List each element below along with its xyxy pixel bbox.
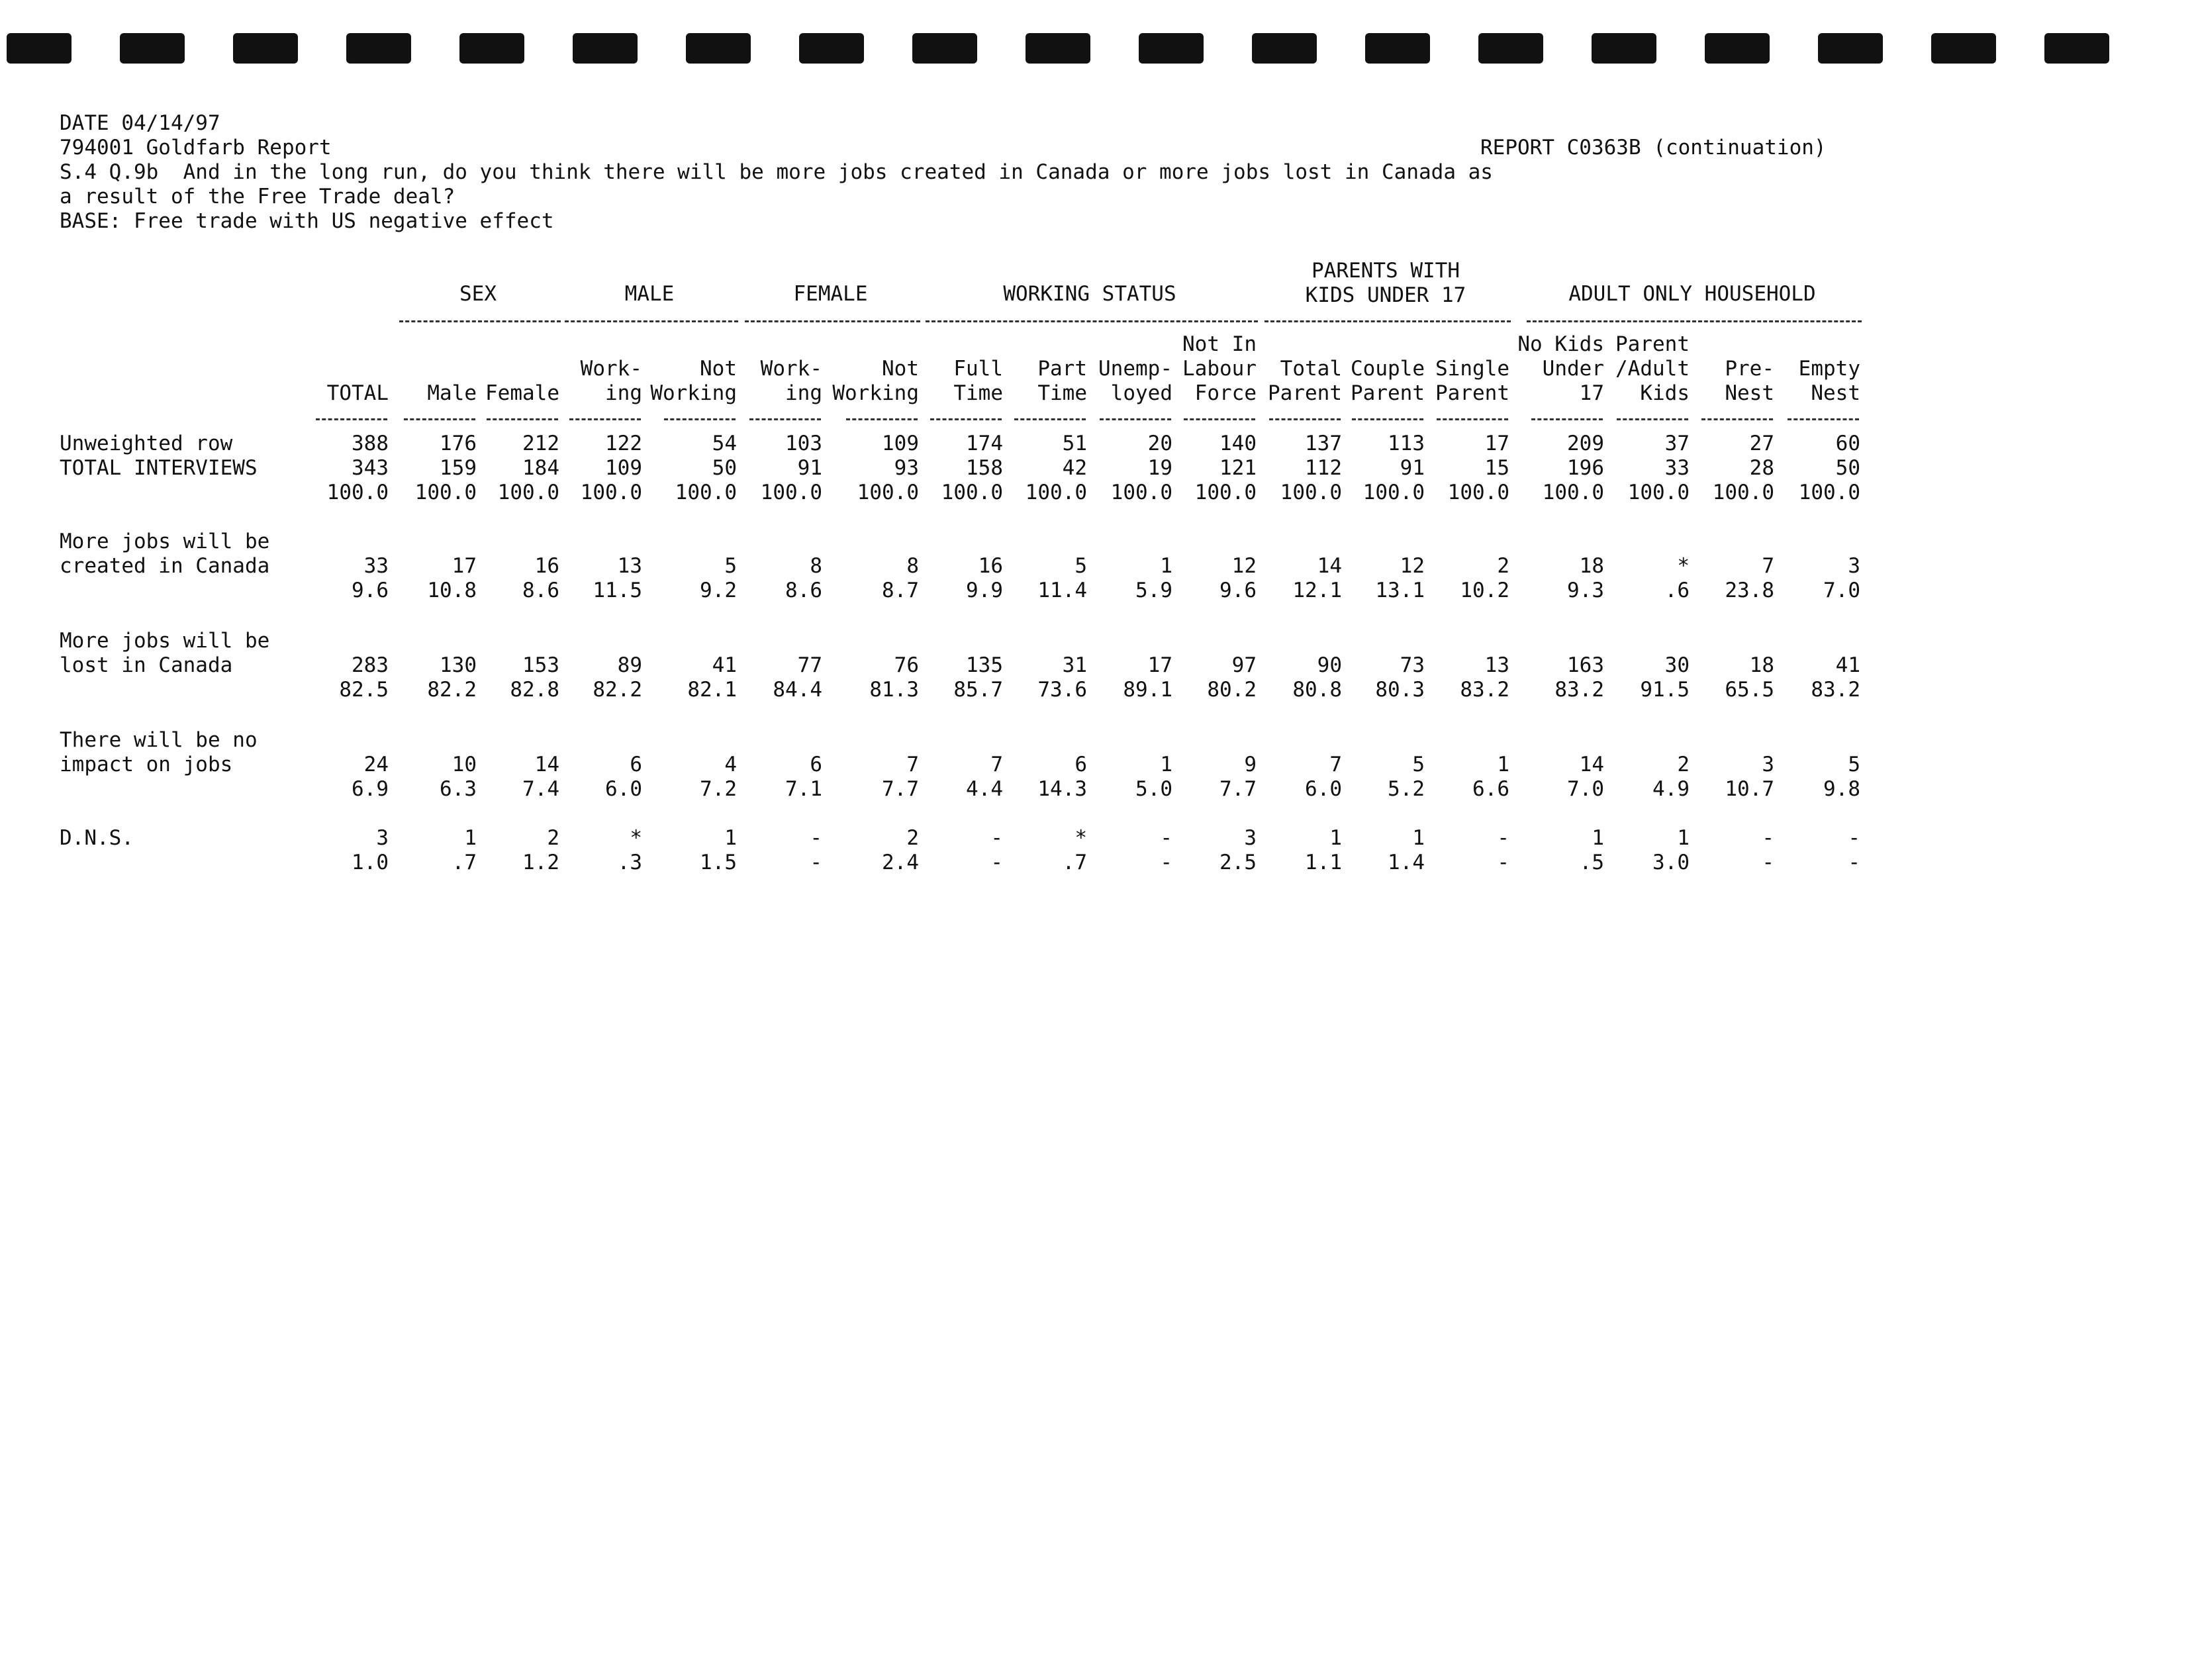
table-cell: 51 <box>1062 432 1087 455</box>
table-cell: 18 <box>1749 653 1774 677</box>
table-cell: - <box>1848 826 1860 850</box>
question-line-2: a result of the Free Trade deal? <box>60 185 455 209</box>
table-cell: 100.0 <box>1025 481 1087 504</box>
table-cell: 209 <box>1567 432 1604 455</box>
table-cell: 12 <box>1231 554 1257 578</box>
column-header: loyed <box>1110 381 1172 405</box>
column-underline <box>664 418 736 420</box>
table-cell: 7.4 <box>522 777 559 801</box>
table-cell: 8 <box>810 554 822 578</box>
table-cell: 112 <box>1305 456 1342 480</box>
column-header: Kids <box>1640 381 1690 405</box>
column-underline <box>487 418 558 420</box>
table-cell: 6.3 <box>440 777 477 801</box>
banner-group-label: SEX <box>459 282 497 306</box>
table-cell: 41 <box>712 653 737 677</box>
column-underline <box>1184 418 1255 420</box>
table-cell: 2 <box>906 826 919 850</box>
report-id: REPORT C0363B (continuation) <box>1480 136 1827 160</box>
table-cell: 1.5 <box>700 851 737 874</box>
column-header: Nest <box>1811 381 1860 405</box>
table-cell: 176 <box>440 432 477 455</box>
table-cell: 100.0 <box>1798 481 1860 504</box>
table-cell: 100.0 <box>1280 481 1342 504</box>
table-cell: 137 <box>1305 432 1342 455</box>
table-cell: 12 <box>1400 554 1425 578</box>
table-cell: 17 <box>452 554 477 578</box>
table-cell: 6.0 <box>605 777 642 801</box>
table-cell: 9.2 <box>700 579 737 602</box>
column-header: Nest <box>1725 381 1774 405</box>
table-cell: * <box>1074 826 1087 850</box>
table-cell: - <box>1160 851 1172 874</box>
column-header: ing <box>785 381 822 405</box>
column-header-line1: No Kids <box>1517 332 1604 356</box>
table-cell: * <box>1677 554 1690 578</box>
banner-group-label: FEMALE <box>793 282 868 306</box>
column-underline <box>846 418 918 420</box>
table-cell: 13 <box>617 554 642 578</box>
table-cell: 18 <box>1579 554 1604 578</box>
column-header-line2: Full <box>953 357 1003 381</box>
table-cell: 6 <box>630 753 642 776</box>
table-cell: 11.5 <box>593 579 642 602</box>
table-cell: 89 <box>617 653 642 677</box>
table-cell: 10.2 <box>1460 579 1509 602</box>
table-cell: 65.5 <box>1725 678 1774 702</box>
table-cell: 50 <box>1835 456 1860 480</box>
table-cell: 16 <box>978 554 1003 578</box>
table-cell: 5 <box>1074 554 1087 578</box>
table-cell: 1.4 <box>1388 851 1425 874</box>
table-cell: 158 <box>966 456 1003 480</box>
table-cell: 3 <box>1762 753 1774 776</box>
table-cell: - <box>1762 826 1774 850</box>
table-cell: 15 <box>1484 456 1509 480</box>
study-title: 794001 Goldfarb Report <box>60 136 332 160</box>
table-cell: 13 <box>1484 653 1509 677</box>
column-underline <box>1531 418 1603 420</box>
table-cell: 82.8 <box>510 678 559 702</box>
table-cell: 14 <box>1579 753 1604 776</box>
table-cell: 82.2 <box>593 678 642 702</box>
table-cell: .7 <box>452 851 477 874</box>
table-cell: 153 <box>522 653 559 677</box>
table-cell: * <box>630 826 642 850</box>
table-cell: 83.2 <box>1460 678 1509 702</box>
column-underline <box>930 418 1002 420</box>
table-cell: 1 <box>1592 826 1604 850</box>
table-cell: 135 <box>966 653 1003 677</box>
table-cell: 174 <box>966 432 1003 455</box>
table-cell: 83.2 <box>1811 678 1860 702</box>
table-cell: 2 <box>547 826 559 850</box>
column-header: Parent <box>1435 381 1509 405</box>
column-underline <box>1437 418 1508 420</box>
table-cell: 17 <box>1484 432 1509 455</box>
table-cell: 30 <box>1664 653 1690 677</box>
column-header: Force <box>1194 381 1257 405</box>
banner-group-label: ADULT ONLY HOUSEHOLD <box>1568 282 1816 306</box>
table-cell: 7 <box>1762 554 1774 578</box>
table-cell: 6 <box>1074 753 1087 776</box>
column-underline <box>569 418 641 420</box>
row-label: More jobs will be <box>60 530 270 553</box>
table-cell: 109 <box>882 432 919 455</box>
table-cell: 73 <box>1400 653 1425 677</box>
column-header: ing <box>605 381 642 405</box>
column-underline <box>749 418 821 420</box>
column-header-line2: Not <box>700 357 737 381</box>
column-underline <box>1100 418 1171 420</box>
table-cell: 1.2 <box>522 851 559 874</box>
table-cell: 3 <box>1244 826 1257 850</box>
table-cell: 9.8 <box>1823 777 1860 801</box>
table-cell: 24 <box>363 753 389 776</box>
table-cell: 109 <box>605 456 642 480</box>
table-cell: 14 <box>1317 554 1342 578</box>
column-header: TOTAL <box>326 381 389 405</box>
table-cell: 20 <box>1147 432 1172 455</box>
table-cell: 91 <box>1400 456 1425 480</box>
table-cell: 23.8 <box>1725 579 1774 602</box>
table-cell: 82.5 <box>339 678 389 702</box>
table-cell: 89.1 <box>1123 678 1172 702</box>
column-header-line2: Not <box>882 357 919 381</box>
table-cell: 5 <box>1412 753 1425 776</box>
table-cell: 9.6 <box>352 579 389 602</box>
table-cell: 140 <box>1219 432 1257 455</box>
table-cell: 5.0 <box>1135 777 1172 801</box>
group-underline <box>565 320 738 322</box>
table-cell: 16 <box>534 554 559 578</box>
column-header-line2: Couple <box>1351 357 1425 381</box>
table-cell: 9.9 <box>966 579 1003 602</box>
table-cell: 100.0 <box>1362 481 1425 504</box>
table-cell: 33 <box>1664 456 1690 480</box>
row-label-line2: lost in Canada <box>60 653 233 677</box>
table-cell: - <box>810 851 822 874</box>
column-underline <box>1269 418 1341 420</box>
table-cell: 10.8 <box>427 579 477 602</box>
table-cell: 2.5 <box>1219 851 1257 874</box>
table-cell: 196 <box>1567 456 1604 480</box>
table-cell: 1 <box>1677 826 1690 850</box>
table-cell: 13.1 <box>1375 579 1425 602</box>
table-cell: 83.2 <box>1554 678 1604 702</box>
table-cell: 1 <box>464 826 477 850</box>
table-cell: 80.3 <box>1375 678 1425 702</box>
table-cell: - <box>1848 851 1860 874</box>
table-cell: 84.4 <box>773 678 822 702</box>
table-cell: 73.6 <box>1037 678 1087 702</box>
table-cell: 1.0 <box>352 851 389 874</box>
column-header: Time <box>953 381 1003 405</box>
table-cell: 9 <box>1244 753 1257 776</box>
table-cell: 4.9 <box>1652 777 1690 801</box>
table-cell: 33 <box>363 554 389 578</box>
column-underline <box>316 418 387 420</box>
table-cell: - <box>1160 826 1172 850</box>
table-cell: 343 <box>352 456 389 480</box>
table-cell: 100.0 <box>1542 481 1604 504</box>
table-cell: 6.6 <box>1472 777 1509 801</box>
table-cell: 4 <box>724 753 737 776</box>
column-header-line2: Unemp- <box>1098 357 1172 381</box>
table-cell: 80.8 <box>1292 678 1342 702</box>
table-cell: 81.3 <box>869 678 919 702</box>
table-cell: 130 <box>440 653 477 677</box>
table-cell: 100.0 <box>857 481 919 504</box>
banner-group-label: WORKING STATUS <box>1003 282 1176 306</box>
table-cell: 100.0 <box>414 481 477 504</box>
column-header: Parent <box>1351 381 1425 405</box>
table-cell: 9.3 <box>1567 579 1604 602</box>
question-line-1: S.4 Q.9b And in the long run, do you think there will be more jobs created in Canada or more jobs lost in Canada as <box>60 160 1493 184</box>
table-cell: 3.0 <box>1652 851 1690 874</box>
table-cell: 121 <box>1219 456 1257 480</box>
column-header-line2: Labour <box>1182 357 1257 381</box>
table-cell: 3 <box>1848 554 1860 578</box>
table-cell: 283 <box>352 653 389 677</box>
table-cell: 1 <box>1412 826 1425 850</box>
table-cell: 12.1 <box>1292 579 1342 602</box>
table-cell: 1 <box>1160 554 1172 578</box>
column-header-line2: Single <box>1435 357 1509 381</box>
column-header-line2: Total <box>1280 357 1342 381</box>
column-underline <box>1352 418 1423 420</box>
table-cell: 85.7 <box>953 678 1003 702</box>
table-cell: 1 <box>1160 753 1172 776</box>
table-cell: 5.2 <box>1388 777 1425 801</box>
table-cell: - <box>1497 826 1509 850</box>
table-cell: 82.2 <box>427 678 477 702</box>
table-cell: 7.7 <box>1219 777 1257 801</box>
banner-group-label-line2: KIDS UNDER 17 <box>1305 283 1466 307</box>
table-cell: 1.1 <box>1305 851 1342 874</box>
group-underline <box>1265 320 1511 322</box>
table-cell: 5 <box>724 554 737 578</box>
table-cell: 7.1 <box>785 777 822 801</box>
table-cell: 1 <box>724 826 737 850</box>
column-header-line2: Under <box>1542 357 1604 381</box>
table-cell: .6 <box>1664 579 1690 602</box>
column-header-line2: Work- <box>760 357 822 381</box>
table-cell: 60 <box>1835 432 1860 455</box>
table-cell: 54 <box>712 432 737 455</box>
column-underline <box>1014 418 1086 420</box>
column-header-line2: Work- <box>580 357 642 381</box>
table-cell: 8.7 <box>882 579 919 602</box>
table-cell: 14.3 <box>1037 777 1087 801</box>
table-cell: 5 <box>1848 753 1860 776</box>
column-header-line1: Not In <box>1182 332 1257 356</box>
table-cell: 163 <box>1567 653 1604 677</box>
table-cell: .7 <box>1062 851 1087 874</box>
table-cell: 8.6 <box>522 579 559 602</box>
table-cell: 8.6 <box>785 579 822 602</box>
table-cell: .5 <box>1579 851 1604 874</box>
table-cell: 80.2 <box>1207 678 1257 702</box>
column-header: Time <box>1037 381 1087 405</box>
table-cell: 2 <box>1677 753 1690 776</box>
report-date: DATE 04/14/97 <box>60 111 220 135</box>
table-cell: 42 <box>1062 456 1087 480</box>
table-cell: 27 <box>1749 432 1774 455</box>
table-cell: 2 <box>1497 554 1509 578</box>
table-cell: 113 <box>1388 432 1425 455</box>
row-label-line2: TOTAL INTERVIEWS <box>60 456 258 480</box>
column-header: Working <box>832 381 919 405</box>
row-label: D.N.S. <box>60 826 134 850</box>
table-cell: 3 <box>376 826 389 850</box>
column-header: Parent <box>1268 381 1342 405</box>
row-label: Unweighted row <box>60 432 233 455</box>
column-header: 17 <box>1579 381 1604 405</box>
table-cell: - <box>990 826 1003 850</box>
table-cell: 10.7 <box>1725 777 1774 801</box>
base-definition: BASE: Free trade with US negative effect <box>60 209 554 233</box>
column-header-line2: /Adult <box>1615 357 1690 381</box>
column-underline <box>1701 418 1773 420</box>
table-cell: 388 <box>352 432 389 455</box>
table-cell: 82.1 <box>687 678 737 702</box>
table-cell: 91.5 <box>1640 678 1690 702</box>
table-cell: - <box>990 851 1003 874</box>
table-cell: 1 <box>1497 753 1509 776</box>
column-header-line2: Part <box>1037 357 1087 381</box>
column-header: Male <box>427 381 477 405</box>
table-cell: 93 <box>894 456 919 480</box>
table-cell: 100.0 <box>1447 481 1509 504</box>
table-cell: 17 <box>1147 653 1172 677</box>
table-cell: 6 <box>810 753 822 776</box>
table-cell: 7.2 <box>700 777 737 801</box>
table-cell: 19 <box>1147 456 1172 480</box>
group-underline <box>926 320 1258 322</box>
table-cell: 28 <box>1749 456 1774 480</box>
table-cell: 7.7 <box>882 777 919 801</box>
table-cell: - <box>810 826 822 850</box>
banner-group-label: PARENTS WITH <box>1312 259 1460 283</box>
column-underline <box>1617 418 1688 420</box>
table-cell: 7 <box>906 753 919 776</box>
row-label: There will be no <box>60 728 258 752</box>
column-underline <box>404 418 475 420</box>
table-cell: 4.4 <box>966 777 1003 801</box>
row-label-line2: impact on jobs <box>60 753 233 776</box>
table-cell: - <box>1497 851 1509 874</box>
table-cell: 100.0 <box>760 481 822 504</box>
table-cell: 100.0 <box>941 481 1003 504</box>
table-cell: 7 <box>1329 753 1342 776</box>
table-cell: 77 <box>797 653 822 677</box>
table-cell: - <box>1762 851 1774 874</box>
table-cell: 6.9 <box>352 777 389 801</box>
table-cell: 91 <box>797 456 822 480</box>
table-cell: 7.0 <box>1823 579 1860 602</box>
table-cell: 100.0 <box>497 481 559 504</box>
table-cell: 100.0 <box>675 481 737 504</box>
table-cell: 100.0 <box>1712 481 1774 504</box>
table-cell: .3 <box>617 851 642 874</box>
table-cell: 90 <box>1317 653 1342 677</box>
column-header: Working <box>650 381 737 405</box>
row-label: More jobs will be <box>60 629 270 653</box>
table-cell: 31 <box>1062 653 1087 677</box>
table-cell: 122 <box>605 432 642 455</box>
table-cell: 9.6 <box>1219 579 1257 602</box>
table-cell: 212 <box>522 432 559 455</box>
table-cell: 7.0 <box>1567 777 1604 801</box>
group-underline <box>745 320 920 322</box>
table-cell: 5.9 <box>1135 579 1172 602</box>
table-cell: 159 <box>440 456 477 480</box>
column-header-line2: Pre- <box>1725 357 1774 381</box>
column-header: Female <box>485 381 559 405</box>
table-cell: 2.4 <box>882 851 919 874</box>
column-header-line2: Empty <box>1798 357 1860 381</box>
row-label-line2: created in Canada <box>60 554 270 578</box>
table-cell: 37 <box>1664 432 1690 455</box>
table-cell: 50 <box>712 456 737 480</box>
banner-group-label: MALE <box>624 282 675 306</box>
table-cell: 100.0 <box>1194 481 1257 504</box>
table-cell: 103 <box>785 432 822 455</box>
table-cell: 41 <box>1835 653 1860 677</box>
table-cell: 100.0 <box>1110 481 1172 504</box>
table-cell: 1 <box>1329 826 1342 850</box>
column-underline <box>1788 418 1859 420</box>
group-underline <box>399 320 561 322</box>
table-cell: 97 <box>1231 653 1257 677</box>
table-cell: 6.0 <box>1305 777 1342 801</box>
table-cell: 100.0 <box>1627 481 1690 504</box>
table-cell: 14 <box>534 753 559 776</box>
table-cell: 100.0 <box>326 481 389 504</box>
table-cell: 7 <box>990 753 1003 776</box>
table-cell: 8 <box>906 554 919 578</box>
table-cell: 11.4 <box>1037 579 1087 602</box>
group-underline <box>1527 320 1862 322</box>
column-header-line1: Parent <box>1615 332 1690 356</box>
table-cell: 184 <box>522 456 559 480</box>
table-cell: 10 <box>452 753 477 776</box>
table-cell: 76 <box>894 653 919 677</box>
table-cell: 100.0 <box>580 481 642 504</box>
